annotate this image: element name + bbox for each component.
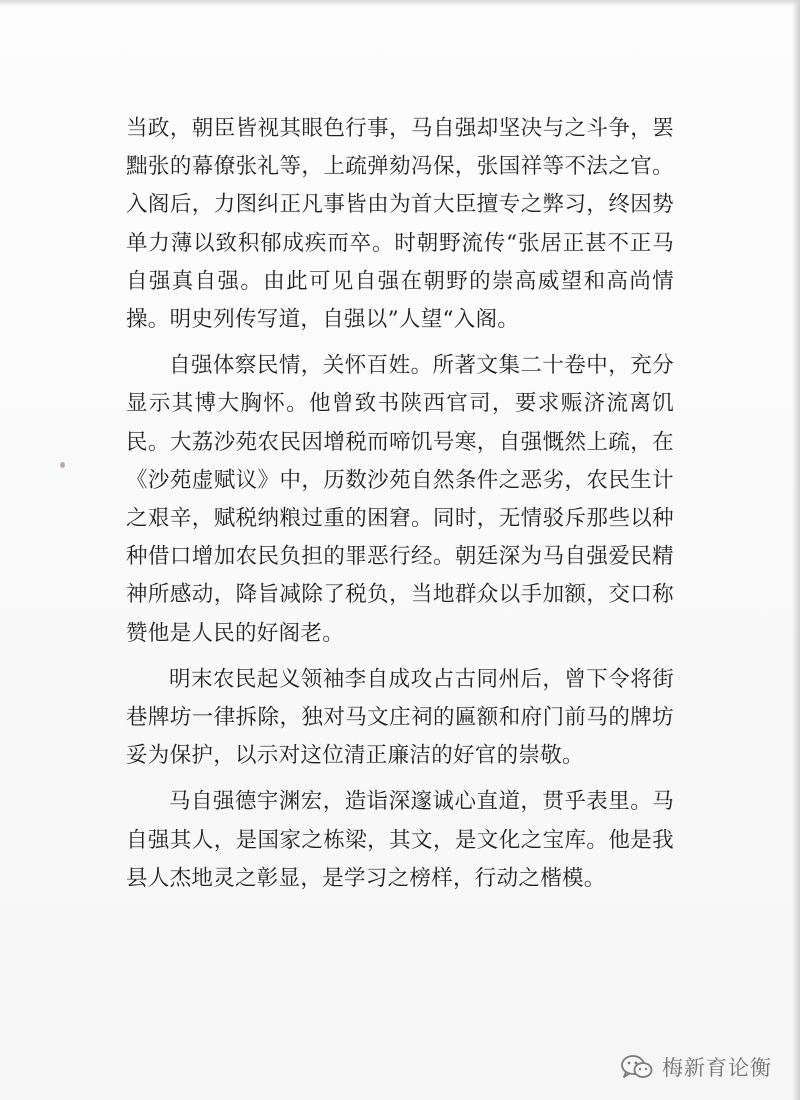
wechat-icon bbox=[620, 1054, 654, 1080]
paragraph-conclusion: 马自强德宇渊宏，造诣深邃诚心直道，贯乎表里。马自强其人，是国家之栋梁，其文，是文化之宝库。他是我县人杰地灵之彰显，是学习之榜样，行动之楷模。 bbox=[126, 789, 674, 891]
watermark bbox=[620, 1052, 772, 1082]
watermark-account-name: 梅新育论衡 bbox=[662, 1056, 772, 1080]
paragraph-people: 自强体察民情，关怀百姓。所著文集二十卷中，充分显示其博大胸怀。他曾致书陕西官司，要求赈济流离饥民。大荔沙苑农民因增税而啼饥号寒，自强慨然上疏，在《沙苑虚赋议》中，历数沙苑自然条件之恶劣，农民生计之艰辛，赋税纳粮过重的困窘。同时，无情驳斥那些以种种借口增加农民负担的罪恶行经。朝廷深为马自强爱民精神所感动，降旨减除了税负，当地群众以手加额，交口称赞他是人民的好阁老。 bbox=[126, 353, 674, 646]
document-body bbox=[126, 110, 674, 906]
scan-shadow-top bbox=[0, 0, 800, 6]
scan-shadow-right bbox=[792, 0, 800, 1100]
paragraph-continued: 当政，朝臣皆视其眼色行事，马自强却坚决与之斗争，罢黜张的幕僚张礼等，上疏弹劾冯保，张国祥等不法之官。入阁后，力图纠正凡事皆由为首大臣擅专之弊习，终因势单力薄以致积郁成疾而卒。时朝野流传“张居正甚不正马自强真自强。由此可见自强在朝野的崇高威望和高尚情操。明史列传写道，自强以”人望“入阁。 bbox=[126, 116, 674, 333]
paragraph-li-zicheng: 明末农民起义领袖李自成攻占古同州后，曾下令将街巷牌坊一律拆除，独对马文庄祠的匾额和府门前马的牌坊妥为保护，以示对这位清正廉洁的好官的崇敬。 bbox=[126, 666, 674, 769]
scan-speck bbox=[60, 462, 65, 468]
